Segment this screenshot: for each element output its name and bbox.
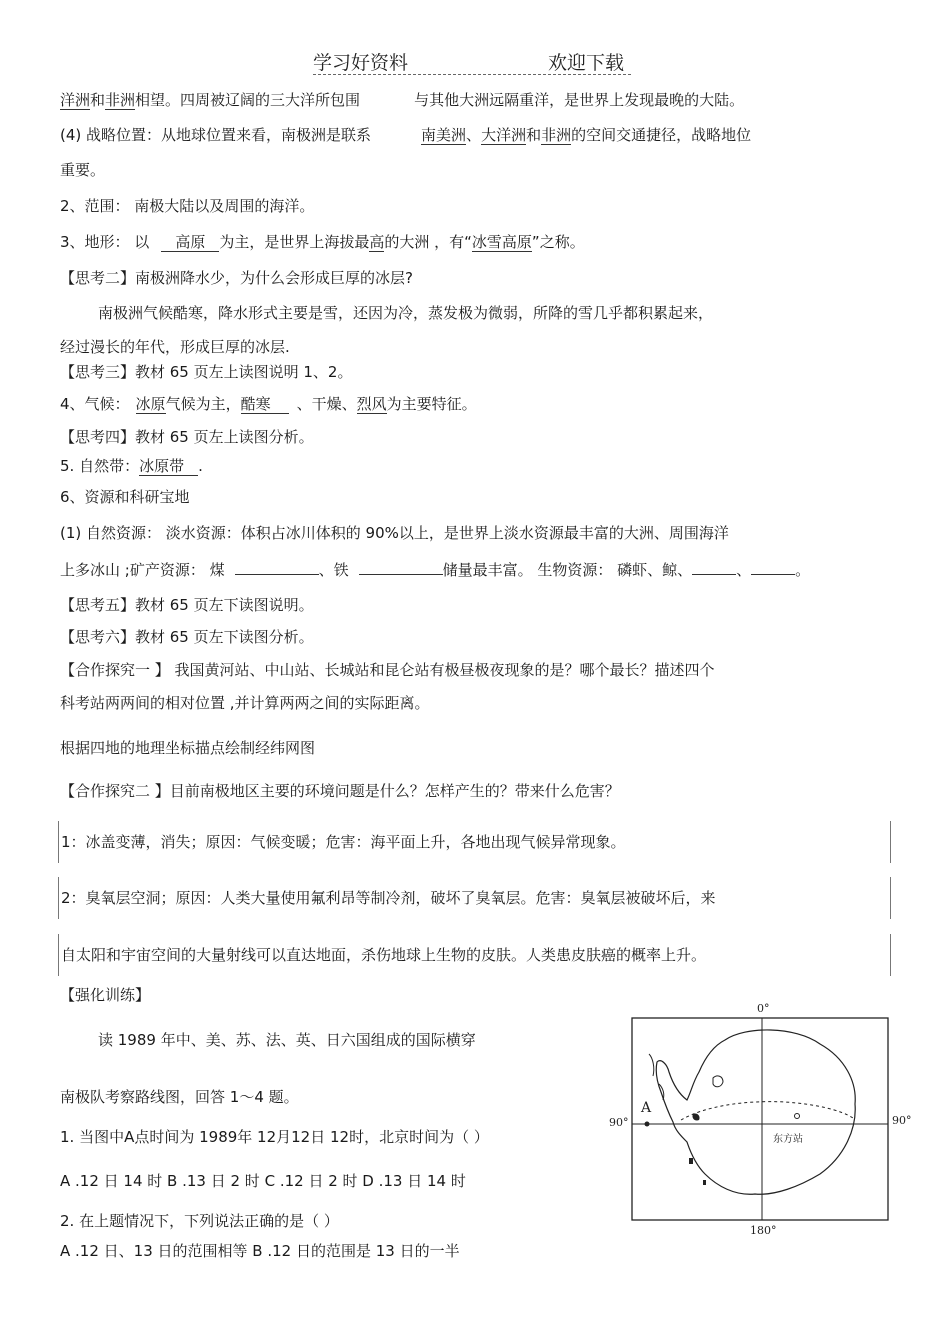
map-label-point-a: A [641,1100,652,1116]
antarctica-route-map [605,996,925,1240]
vostok-station-marker [795,1114,800,1119]
text-line-23: 读 1989 年中、美、苏、法、英、日六国组成的国际横穿 [98,1031,476,1049]
question-1-options: A .12 日 14 时 B .13 日 2 时 C .12 日 2 时 D .13 日 14 时 [60,1172,466,1190]
practice-heading: 【强化训练】 [60,986,151,1004]
text: 。 [795,561,811,579]
question-1: 1. 当图中A点时间为 1989年 12月12日 12时，北京时间为（ ） [60,1128,489,1146]
text-line-natural-zone [60,456,203,476]
coop-explore-two: 【合作探究二 】目前南极地区主要的环境问题是什么？怎样产生的？带来什么危害？ [60,782,620,800]
answer-box-1 [58,821,891,863]
map-graphic [605,996,925,1240]
blank-bio-1 [692,558,736,575]
underlined-oceania: 洋洲 [60,91,91,109]
text: 和 [526,126,542,144]
underlined-south-america: 南美洲 [421,126,467,144]
answer-box-2 [58,877,891,919]
text: 相望。四周被辽阔的三大洋所包围 [135,91,361,109]
page-header [0,48,950,78]
answer-text-1: 1：冰盖变薄，消失；原因：气候变暖；危害：海平面上升，各地出现气候异常现象。 [61,833,626,851]
text-line-resources: 6、资源和科研宝地 [60,488,190,506]
think-two: 【思考二】南极洲降水少，为什么会形成巨厚的冰层? [60,269,413,287]
text-line-8: 经过漫长的年代，形成巨厚的冰层. [60,338,290,356]
think-four: 【思考四】教材 65 页左上读图分析。 [60,428,314,446]
map-label-90deg-left: 90° [609,1116,629,1129]
text-line-2 [60,125,751,145]
blank-bio-2 [751,558,795,575]
text: 为主，是世界上海拔最 [219,233,370,251]
blank-coal [235,558,319,575]
text-line-3: 重要。 [60,161,106,179]
text-line-1 [60,90,744,110]
think-five: 【思考五】教材 65 页左下读图说明。 [60,596,314,614]
answer-text-2: 2：臭氧层空洞；原因：人类大量使用氟利昂等制冷剂，破坏了臭氧层。危害：臭氧层被破坏后，来 [61,889,716,907]
underlined-ice-field: 冰原 [135,395,166,413]
text: (4) 战略位置：从地球位置来看，南极洲是联系 [60,126,372,144]
text: 储量最丰富。 生物资源： 磷虾、鲸、 [442,561,693,579]
text: 的大洲 ，有“ [384,233,472,251]
underlined-high: 高 [369,233,385,251]
text-line-20: 根据四地的地理坐标描点绘制经纬网图 [60,739,316,757]
blank-iron [359,558,443,575]
text-line-5 [60,232,585,252]
underlined-ice-zone: 冰原带 [139,457,198,476]
map-label-0deg: 0° [757,1002,770,1015]
text: 为主要特征。 [386,395,477,413]
answer-box-3 [58,934,891,976]
text-line-7: 南极洲气候酷寒，降水形式主要是雪，还因为冷，蒸发极为微弱，所降的雪几乎都积累起来， [98,304,714,322]
text: ”之称。 [531,233,585,251]
text: 、 [466,126,482,144]
underlined-oceania: 大洋洲 [481,126,527,144]
coop-explore-one: 【合作探究一 】 我国黄河站、中山站、长城站和昆仑站有极昼极夜现象的是？哪个最长？描述四个 [60,661,715,679]
underlined-severe-cold: 酷寒 [241,395,289,414]
answer-text-3: 自太阳和宇宙空间的大量射线可以直达地面，杀伤地球上生物的皮肤。人类患皮肤癌的概率上升。 [61,946,707,964]
header-right-text: 欢迎下载 [548,52,625,74]
text: 4、气候： [60,395,130,413]
text: . [198,457,203,475]
map-label-180deg: 180° [750,1224,777,1237]
question-2: 2. 在上题情况下，下列说法正确的是（ ） [60,1212,339,1230]
text: 5. 自然带： [60,457,140,475]
think-three: 【思考三】教材 65 页左上读图说明 1、2。 [60,363,353,381]
text-line-24: 南极队考察路线图，回答 1～4 题。 [60,1088,299,1106]
point-a-marker [645,1122,650,1127]
text: 3、地形： 以 [60,233,150,251]
text: 、干燥、 [296,395,357,413]
map-label-vostok: 东方站 [773,1134,803,1145]
text: 和 [90,91,106,109]
text-line-15 [60,558,810,580]
text-line-14: (1) 自然资源： 淡水资源：体积占冰川体积的 90%以上，是世界上淡水资源最丰富的大洲、周围海洋 [60,524,729,542]
question-2-options: A .12 日、13 日的范围相等 B .12 日的范围是 13 日的一半 [60,1242,460,1260]
underlined-plateau: 高原 [161,233,219,252]
underlined-africa: 非洲 [105,91,136,109]
underlined-strong-wind: 烈风 [356,395,387,413]
text: 、铁 [318,561,349,579]
text-line-19: 科考站两两间的相对位置 ,并计算两两之间的实际距离。 [60,694,430,712]
text-line-climate [60,394,477,414]
text: 、 [736,561,752,579]
underlined-africa: 非洲 [541,126,572,144]
text: 上多冰山 ;矿产资源： 煤 [60,561,225,579]
text: 气候为主， [165,395,241,413]
underlined-ice-plateau: 冰雪高原 [471,233,532,251]
think-six: 【思考六】教材 65 页左下读图分析。 [60,628,314,646]
map-label-90deg-right: 90° [892,1114,912,1127]
header-dashed-rule [313,74,631,75]
text-line-4: 2、范围： 南极大陆以及周围的海洋。 [60,197,315,215]
text: 与其他大洲远隔重洋，是世界上发现最晚的大陆。 [414,91,745,109]
text: 的空间交通捷径，战略地位 [571,126,752,144]
header-left-text: 学习好资料 [313,52,409,74]
